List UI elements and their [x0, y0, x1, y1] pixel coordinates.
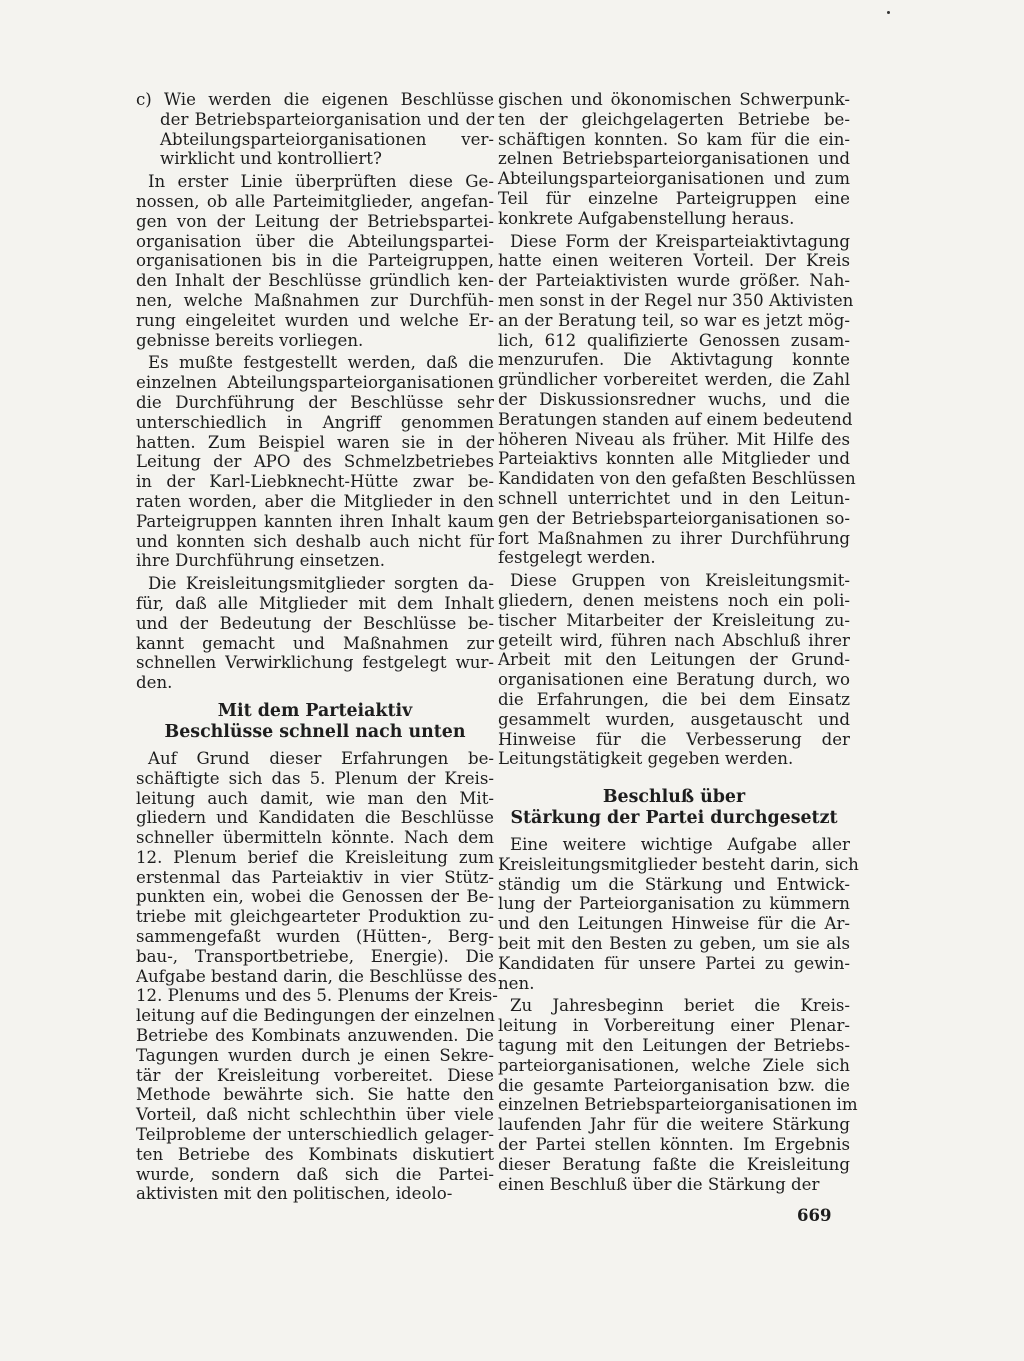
text-line: an der Beratung teil, so war es jetzt mög- — [498, 310, 850, 330]
text-line: Kreisleitungsmitglieder besteht darin, sich — [498, 854, 859, 874]
text-line: schäftigen konnten. So kam für die ein- — [498, 129, 850, 149]
text-line: unterschiedlich in Angriff genommen — [136, 412, 494, 432]
text-line: aktivisten mit den politischen, ideolo- — [136, 1184, 453, 1204]
text-line: gischen und ökonomischen Schwerpunk- — [498, 90, 850, 109]
text-line: punkten ein, wobei die Genossen der Be- — [136, 887, 494, 907]
text-line: lich, 612 qualifizierte Genossen zusam- — [498, 330, 850, 350]
text-line: und der Bedeutung der Beschlüsse be- — [136, 613, 494, 633]
text-line: leitung auch damit, wie man den Mit- — [136, 788, 494, 808]
text-line: Diese Gruppen von Kreisleitungsmit- — [510, 571, 850, 591]
text-line: ihre Durchführung einsetzen. — [136, 551, 385, 571]
heading-line: Beschlüsse schnell nach unten — [164, 721, 466, 742]
text-line: Betriebe des Kombinats anzuwenden. Die — [136, 1026, 494, 1046]
text-line: die gesamte Parteiorganisation bzw. die — [498, 1075, 850, 1095]
text-line: einzelnen Betriebsparteiorganisationen im — [498, 1095, 858, 1115]
section-heading — [136, 701, 494, 743]
text-line: die Durchführung der Beschlüsse sehr — [136, 392, 494, 412]
text-line: zelnen Betriebsparteiorganisationen und — [498, 149, 850, 169]
text-line: Zu Jahresbeginn beriet die Kreis- — [510, 996, 850, 1016]
text-line: geteilt wird, führen nach Abschluß ihrer — [498, 630, 850, 650]
heading-line: Beschluß über — [602, 787, 746, 808]
text-line: tischer Mitarbeiter der Kreisleitung zu- — [498, 610, 850, 630]
text-line: c) Wie werden die eigenen Beschlüsse — [136, 90, 494, 109]
item-c-paragraph — [136, 90, 494, 169]
text-line: Eine weitere wichtige Aufgabe aller — [510, 835, 850, 855]
text-line: Kandidaten von den gefaßten Beschlüssen — [498, 469, 856, 489]
text-line: Hinweise für die Verbesserung der — [498, 729, 850, 749]
text-line: leitung auf die Bedingungen der einzelnen — [136, 1006, 495, 1026]
text-line: schneller übermitteln könnte. Nach dem — [136, 828, 494, 848]
text-line: bau-, Transportbetriebe, Energie). Die — [136, 946, 494, 966]
paragraph — [136, 172, 494, 350]
scan-speck — [887, 11, 890, 14]
text-line: Aufgabe bestand darin, die Beschlüsse des — [136, 966, 497, 986]
text-line: erstenmal das Parteiaktiv in vier Stütz- — [136, 867, 494, 887]
text-line: Kandidaten für unsere Partei zu gewin- — [498, 953, 850, 973]
text-line: Parteiaktivs konnten alle Mitglieder und — [498, 449, 850, 469]
text-line: nossen, ob alle Parteimitglieder, angefan- — [136, 191, 494, 211]
text-line: organisationen bis in die Parteigruppen, — [136, 251, 494, 271]
text-line: wirklicht und kontrolliert? — [160, 149, 382, 169]
text-line: tagung mit den Leitungen der Betriebs- — [498, 1036, 850, 1056]
text-line: Methode bewährte sich. Sie hatte den — [136, 1085, 494, 1105]
paragraph — [498, 571, 850, 769]
text-line: organisationen eine Beratung durch, wo — [498, 670, 850, 690]
text-line: einen Beschluß über die Stärkung der — [498, 1174, 820, 1194]
paragraph — [136, 574, 494, 693]
paragraph — [498, 835, 859, 993]
text-line: fort Maßnahmen zu ihrer Durchführung — [498, 528, 850, 548]
text-line: hatte einen weiteren Vorteil. Der Kreis — [498, 251, 850, 271]
text-line: Abteilungsparteiorganisationen und zum — [498, 169, 850, 189]
text-line: der Partei stellen könnten. Im Ergebnis — [498, 1135, 850, 1155]
text-line: ten der gleichgelagerten Betriebe be- — [498, 109, 850, 129]
text-line: kannt gemacht und Maßnahmen zur — [136, 633, 494, 653]
text-line: laufenden Jahr für die weitere Stärkung — [498, 1115, 850, 1135]
text-line: raten worden, aber die Mitglieder in den — [136, 491, 494, 511]
text-line: 12. Plenum berief die Kreisleitung zum — [136, 847, 494, 867]
text-line: Es mußte festgestellt werden, daß die — [148, 353, 494, 373]
text-line: Parteigruppen kannten ihren Inhalt kaum — [136, 511, 494, 531]
text-line: Tagungen wurden durch je einen Sekre- — [136, 1045, 494, 1065]
text-line: dieser Beratung faßte die Kreisleitung — [498, 1154, 850, 1174]
text-line: Leitungstätigkeit gegeben werden. — [498, 749, 794, 769]
text-line: höheren Niveau als früher. Mit Hilfe des — [498, 429, 850, 449]
text-line: sammengefaßt wurden (Hütten-, Berg- — [136, 927, 494, 947]
text-line: Die Kreisleitungsmitglieder sorgten da- — [148, 574, 494, 594]
text-line: nen. — [498, 973, 535, 993]
text-line: Auf Grund dieser Erfahrungen be- — [148, 748, 494, 768]
paragraph — [498, 90, 850, 229]
text-line: gliedern, denen meistens noch ein poli- — [498, 590, 850, 610]
text-line: gründlicher vorbereitet werden, die Zahl — [498, 370, 850, 390]
text-line: gesammelt wurden, ausgetauscht und — [498, 709, 850, 729]
paragraph — [136, 748, 498, 1204]
text-line: men sonst in der Regel nur 350 Aktivisten — [498, 290, 854, 310]
text-line: Diese Form der Kreisparteiaktivtagung — [510, 231, 850, 251]
text-line: in der Karl-Liebknecht-Hütte zwar be- — [136, 472, 494, 492]
right-column — [498, 90, 859, 1194]
text-line: und den Leitungen Hinweise für die Ar- — [498, 914, 850, 934]
text-line: der Parteiaktivisten wurde größer. Nah- — [498, 271, 850, 291]
text-line: In erster Linie überprüften diese Ge- — [148, 172, 494, 192]
text-line: schnellen Verwirklichung festgelegt wur- — [136, 653, 494, 673]
text-line: schäftigte sich das 5. Plenum der Kreis- — [136, 768, 494, 788]
text-line: der Betriebsparteiorganisation und der — [160, 109, 494, 129]
text-line: menzurufen. Die Aktivtagung konnte — [498, 350, 850, 370]
text-line: Leitung der APO des Schmelzbetriebes — [136, 452, 494, 472]
section-heading — [498, 787, 850, 829]
text-line: gen von der Leitung der Betriebspartei- — [136, 211, 494, 231]
text-line: konkrete Aufgabenstellung heraus. — [498, 208, 795, 228]
text-line: 12. Plenums und des 5. Plenums der Kreis- — [136, 986, 498, 1006]
text-line: Teil für einzelne Parteigruppen eine — [498, 188, 850, 208]
text-line: tär der Kreisleitung vorbereitet. Diese — [136, 1065, 494, 1085]
paragraph — [498, 996, 858, 1194]
text-line: den. — [136, 673, 173, 693]
text-line: lung der Parteiorganisation zu kümmern — [498, 894, 850, 914]
heading-line: Mit dem Parteiaktiv — [217, 700, 413, 721]
text-line: organisation über die Abteilungspartei- — [136, 231, 494, 251]
text-line: hatten. Zum Beispiel waren sie in der — [136, 432, 494, 452]
text-line: ten Betriebe des Kombinats diskutiert — [136, 1144, 494, 1164]
text-line: nen, welche Maßnahmen zur Durchfüh- — [136, 290, 494, 310]
paragraph — [136, 353, 494, 571]
text-line: einzelnen Abteilungsparteiorganisationen — [136, 373, 494, 393]
left-column — [136, 90, 498, 1204]
text-line: Abteilungsparteiorganisationen ver- — [160, 129, 494, 149]
text-line: Beratungen standen auf einem bedeutend — [498, 409, 853, 429]
text-line: triebe mit gleichgearteter Produktion zu- — [136, 907, 494, 927]
text-line: für, daß alle Mitglieder mit dem Inhalt — [136, 593, 494, 613]
text-line: schnell unterrichtet und in den Leitun- — [498, 488, 850, 508]
text-line: Vorteil, daß nicht schlechthin über viele — [136, 1105, 494, 1125]
text-line: gebnisse bereits vorliegen. — [136, 330, 364, 350]
text-line: und konnten sich deshalb auch nicht für — [136, 531, 494, 551]
heading-line: Stärkung der Partei durchgesetzt — [510, 808, 838, 829]
text-line: wurde, sondern daß sich die Partei- — [136, 1164, 494, 1184]
page-number: 669 — [797, 1206, 832, 1225]
text-line: parteiorganisationen, welche Ziele sich — [498, 1055, 850, 1075]
text-line: ständig um die Stärkung und Entwick- — [498, 874, 850, 894]
paragraph — [498, 231, 856, 569]
text-line: Teilprobleme der unterschiedlich gelager- — [136, 1125, 494, 1145]
text-line: den Inhalt der Beschlüsse gründlich ken- — [136, 271, 494, 291]
text-line: gen der Betriebsparteiorganisationen so- — [498, 508, 850, 528]
text-line: die Erfahrungen, die bei dem Einsatz — [498, 689, 850, 709]
text-line: beit mit den Besten zu geben, um sie als — [498, 934, 850, 954]
text-line: rung eingeleitet wurden und welche Er- — [136, 310, 494, 330]
text-line: Arbeit mit den Leitungen der Grund- — [498, 650, 850, 670]
text-line: festgelegt werden. — [498, 548, 656, 568]
text-line: gliedern und Kandidaten die Beschlüsse — [136, 808, 494, 828]
text-line: der Diskussionsredner wuchs, und die — [498, 389, 850, 409]
text-line: leitung in Vorbereitung einer Plenar- — [498, 1016, 850, 1036]
